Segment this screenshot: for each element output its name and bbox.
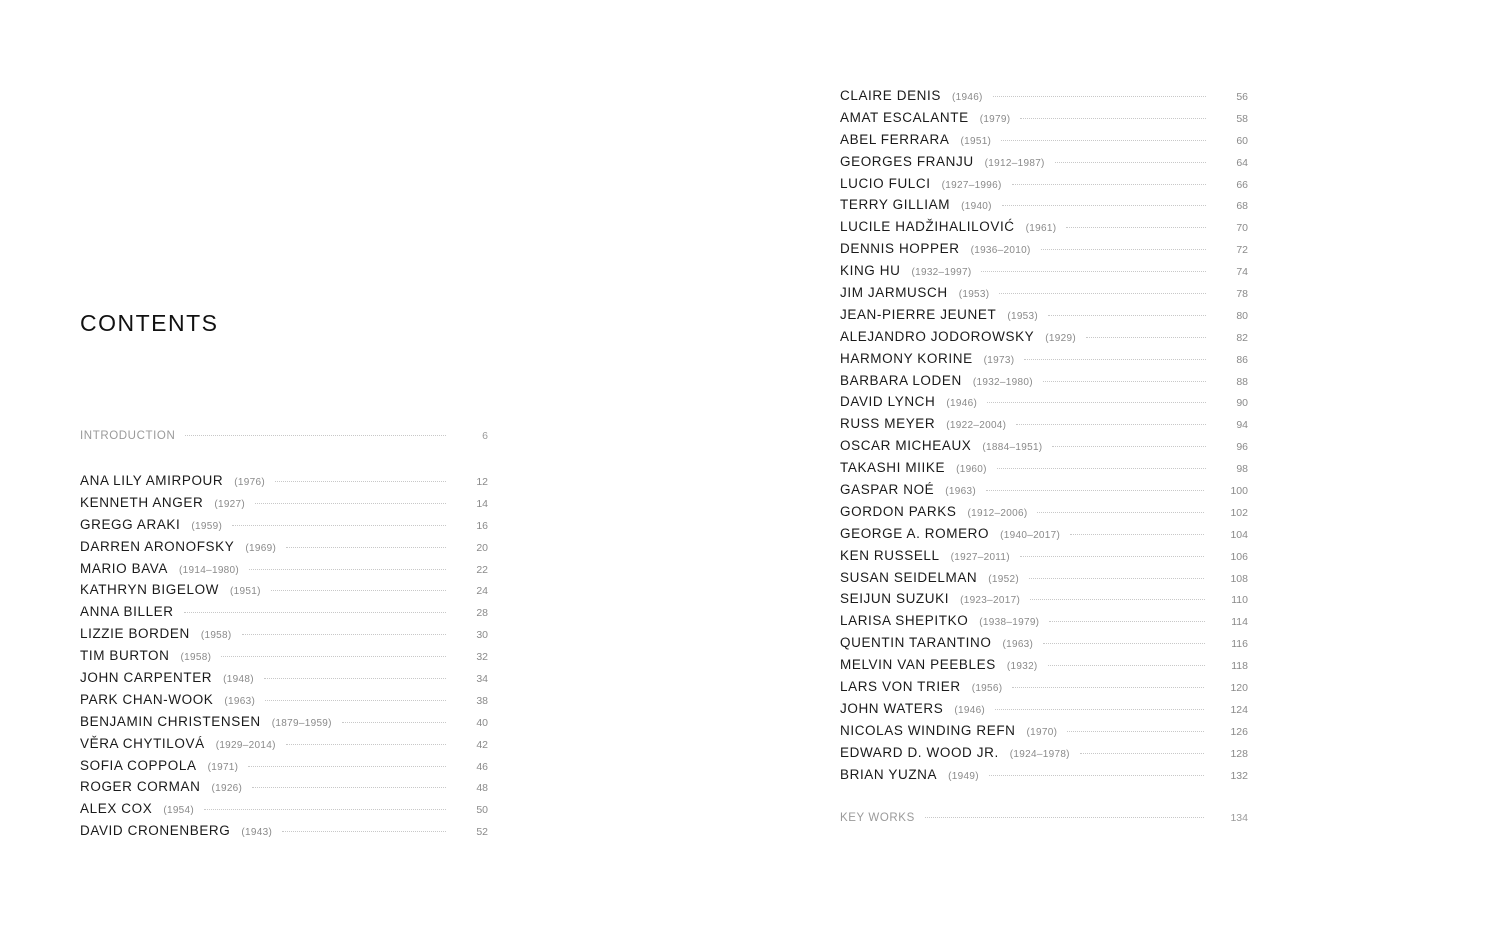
toc-entry-years: (1932) — [1006, 661, 1038, 673]
dot-leader — [275, 481, 446, 482]
toc-entry-years: (1951) — [230, 586, 261, 598]
toc-entry-name: DARREN ARONOFSKY — [80, 538, 235, 554]
toc-entry-page: 30 — [476, 629, 488, 642]
toc-entry — [840, 282, 1248, 304]
toc-entry-key-works — [840, 808, 1248, 830]
toc-entry — [840, 129, 1248, 151]
toc-entry-page: 20 — [476, 541, 488, 554]
dot-leader — [1020, 556, 1205, 557]
toc-entry-name: ANA LILY AMIRPOUR — [80, 473, 224, 488]
toc-entry-years: (1879–1959) — [271, 717, 332, 729]
toc-entry — [840, 457, 1248, 479]
toc-entry — [840, 720, 1248, 742]
toc-entry-page: 40 — [476, 716, 488, 729]
toc-entry — [80, 470, 488, 492]
toc-entry-years: (1912–2006) — [967, 507, 1028, 519]
toc-entry-page: 32 — [476, 651, 488, 664]
toc-entry-years: (1938–1979) — [979, 617, 1040, 629]
toc-entry — [840, 545, 1248, 567]
dot-leader — [342, 722, 446, 723]
toc-entry-years: (1963) — [1002, 639, 1034, 651]
toc-entry-name: SEIJUN SUZUKI — [840, 591, 950, 607]
toc-entry-page: 38 — [476, 694, 488, 707]
toc-entry — [80, 536, 488, 558]
toc-entry-name: RUSS MEYER — [840, 416, 936, 432]
toc-entry-name: KING HU — [840, 263, 901, 279]
toc-entry — [840, 479, 1248, 501]
toc-entry — [840, 698, 1248, 720]
dot-leader — [1020, 118, 1206, 119]
toc-entry-name: SOFIA COPPOLA — [80, 757, 197, 773]
toc-entry — [80, 820, 488, 842]
toc-entry-name: BARBARA LODEN — [840, 372, 962, 388]
dot-leader — [1049, 621, 1205, 622]
toc-entry — [840, 742, 1248, 764]
toc-entry-page: 66 — [1236, 178, 1248, 191]
toc-entry-years: (1946) — [954, 704, 986, 716]
toc-entry-years: (1954) — [163, 805, 195, 817]
dot-leader — [265, 700, 446, 701]
dot-leader — [255, 503, 446, 504]
toc-entry-years: (1961) — [1025, 223, 1057, 235]
toc-entry-name: OSCAR MICHEAUX — [840, 438, 972, 454]
toc-entry-page: 94 — [1236, 419, 1248, 432]
dot-leader — [1016, 424, 1206, 425]
toc-entry — [80, 733, 488, 755]
dot-leader — [986, 490, 1204, 491]
toc-entry-years: (1924–1978) — [1009, 748, 1070, 760]
dot-leader — [1024, 359, 1206, 360]
dot-leader — [1066, 227, 1206, 228]
dot-leader — [993, 96, 1206, 97]
dot-leader — [989, 775, 1205, 776]
toc-entry-name: GREGG ARAKI — [80, 516, 181, 532]
toc-entry-page: 86 — [1236, 353, 1248, 366]
toc-entry-name: SUSAN SEIDELMAN — [840, 569, 978, 585]
toc-list-right — [840, 85, 1248, 786]
toc-entry-page: 70 — [1236, 222, 1248, 235]
toc-entry — [840, 348, 1248, 370]
toc-entry-page: 24 — [476, 585, 488, 598]
dot-leader — [997, 468, 1206, 469]
toc-entry-page: 102 — [1230, 506, 1248, 519]
toc-entry-page: 50 — [476, 804, 488, 817]
toc-entry-years: (1963) — [945, 486, 976, 498]
toc-entry-years: (1943) — [241, 827, 273, 839]
dot-leader — [264, 678, 446, 679]
toc-entry-page: 78 — [1236, 288, 1248, 301]
toc-entry-page: 28 — [476, 607, 488, 620]
toc-entry-years: (1926) — [211, 783, 243, 795]
toc-entry — [840, 151, 1248, 173]
toc-entry-years: (1929–2014) — [215, 739, 276, 751]
toc-entry-name: LUCIO FULCI — [840, 175, 931, 191]
toc-list-left — [80, 470, 488, 842]
toc-entry-name: BENJAMIN CHRISTENSEN — [80, 713, 261, 729]
toc-entry-name: AMAT ESCALANTE — [840, 109, 969, 125]
toc-entry-years: (1960) — [956, 464, 987, 476]
toc-entry-name: ROGER CORMAN — [80, 779, 201, 795]
dot-leader — [1030, 599, 1205, 600]
toc-entry-page: 56 — [1236, 91, 1248, 103]
toc-entry-years: (1970) — [1026, 726, 1058, 738]
toc-entry-page: 108 — [1230, 572, 1248, 585]
toc-entry-name: DAVID CRONENBERG — [80, 823, 231, 839]
dot-leader — [221, 656, 446, 657]
toc-entry-name: MELVIN VAN PEEBLES — [840, 657, 996, 673]
toc-entry-page: 110 — [1231, 594, 1248, 607]
toc-entry-years: (1959) — [191, 520, 223, 532]
dot-leader — [1055, 162, 1206, 163]
toc-entry-name: JOHN CARPENTER — [80, 670, 213, 686]
dot-leader — [1037, 512, 1204, 513]
toc-entry-page: 52 — [476, 826, 488, 839]
toc-entry-name: KATHRYN BIGELOW — [80, 582, 220, 598]
toc-entry-years: (1927–2011) — [950, 551, 1010, 563]
dot-leader — [1048, 665, 1206, 666]
toc-entry-page: 126 — [1230, 725, 1248, 738]
right-page — [750, 0, 1500, 939]
toc-entry-years: (1956) — [971, 683, 1003, 695]
toc-entry-years: (1936–2010) — [970, 245, 1031, 257]
toc-entry — [80, 514, 488, 536]
dot-leader — [981, 271, 1206, 272]
dot-leader — [1012, 184, 1206, 185]
toc-entry-years: (1979) — [979, 113, 1011, 125]
dot-leader — [184, 612, 446, 613]
dot-leader — [248, 766, 446, 767]
dot-leader — [995, 709, 1204, 710]
toc-entry — [80, 711, 488, 733]
toc-entry-name: EDWARD D. WOOD JR. — [840, 744, 999, 760]
dot-leader — [1041, 249, 1206, 250]
dot-leader — [1029, 578, 1204, 579]
toc-entry — [80, 667, 488, 689]
toc-entry-name: TAKASHI MIIKE — [840, 460, 946, 476]
toc-entry-page: 74 — [1236, 266, 1248, 279]
toc-entry-page: 68 — [1236, 200, 1248, 213]
dot-leader — [1048, 315, 1206, 316]
toc-entry-years: (1976) — [234, 477, 265, 488]
toc-entry — [80, 579, 488, 601]
toc-entry-years: (1922–2004) — [946, 420, 1007, 432]
toc-entry-name: KEY WORKS — [840, 812, 915, 824]
toc-entry-years: (1946) — [951, 92, 983, 103]
toc-entry — [840, 326, 1248, 348]
toc-entry — [840, 107, 1248, 129]
toc-entry — [840, 260, 1248, 282]
toc-entry — [840, 501, 1248, 523]
dot-leader — [249, 569, 446, 570]
toc-entry-years: (1963) — [224, 695, 256, 707]
toc-entry-name: LARS VON TRIER — [840, 679, 961, 695]
toc-intro-list — [80, 426, 488, 448]
dot-leader — [1086, 337, 1206, 338]
dot-leader — [242, 634, 446, 635]
dot-leader — [1067, 731, 1204, 732]
dot-leader — [286, 547, 446, 548]
toc-entry — [840, 523, 1248, 545]
toc-entry-name: ABEL FERRARA — [840, 131, 950, 147]
dot-leader — [1043, 643, 1205, 644]
toc-entry — [840, 304, 1248, 326]
toc-entry-page: 6 — [482, 430, 488, 442]
toc-entry-page: 82 — [1236, 331, 1248, 344]
toc-entry-years: (1914–1980) — [179, 564, 240, 576]
toc-entry-name: GEORGE A. ROMERO — [840, 525, 990, 541]
toc-entry — [840, 567, 1248, 589]
toc-entry — [80, 601, 488, 623]
dot-leader — [1052, 446, 1206, 447]
toc-entry-years: (1973) — [983, 354, 1015, 366]
toc-entry-name: GASPAR NOÉ — [840, 482, 935, 498]
toc-entry-name: GEORGES FRANJU — [840, 153, 974, 169]
toc-entry-page: 124 — [1230, 703, 1248, 716]
dot-leader — [1043, 381, 1206, 382]
toc-entry — [840, 610, 1248, 632]
toc-entry-name: DENNIS HOPPER — [840, 241, 960, 257]
toc-entry-page: 114 — [1231, 616, 1248, 629]
toc-entry-name: INTRODUCTION — [80, 430, 176, 442]
toc-entry-page: 42 — [476, 738, 488, 751]
toc-entry-page: 58 — [1236, 112, 1248, 125]
toc-entry-page: 64 — [1236, 156, 1248, 169]
toc-entry — [80, 689, 488, 711]
toc-entry — [80, 776, 488, 798]
toc-entry-name: GORDON PARKS — [840, 503, 957, 519]
toc-entry — [80, 623, 488, 645]
toc-entry-name: JIM JARMUSCH — [840, 285, 948, 301]
dot-leader — [987, 402, 1206, 403]
toc-entry-page: 12 — [476, 476, 488, 488]
toc-entry-name: DAVID LYNCH — [840, 394, 936, 410]
toc-entry — [840, 238, 1248, 260]
toc-entry — [840, 413, 1248, 435]
toc-entry — [80, 558, 488, 580]
dot-leader — [286, 744, 446, 745]
toc-entry — [840, 764, 1248, 786]
toc-entry-years: (1912–1987) — [984, 157, 1045, 169]
toc-entry-years: (1958) — [180, 652, 212, 664]
toc-entry — [840, 676, 1248, 698]
toc-entry-page: 132 — [1230, 769, 1248, 782]
toc-entry-name: ANNA BILLER — [80, 604, 174, 620]
toc-entry-years: (1948) — [223, 674, 254, 686]
toc-entry-page: 60 — [1236, 134, 1248, 147]
toc-entry — [840, 173, 1248, 195]
toc-entry-name: LARISA SHEPITKO — [840, 613, 969, 629]
toc-entry-years: (1940–2017) — [1000, 529, 1061, 541]
dot-leader — [1002, 205, 1206, 206]
toc-entry-name: BRIAN YUZNA — [840, 766, 938, 782]
toc-entry-page: 80 — [1236, 309, 1248, 322]
toc-entry-name: VĚRA CHYTILOVÁ — [80, 735, 205, 751]
page-title: CONTENTS — [80, 310, 219, 336]
toc-entry — [840, 391, 1248, 413]
toc-entry-years: (1953) — [1007, 310, 1039, 322]
toc-entry-years: (1952) — [988, 573, 1020, 585]
toc-entry-name: KEN RUSSELL — [840, 547, 940, 563]
toc-entry-page: 14 — [476, 497, 488, 510]
toc-entry-name: MARIO BAVA — [80, 560, 169, 576]
toc-entry-years: (1951) — [960, 135, 992, 147]
toc-entry — [80, 798, 488, 820]
toc-entry-name: JEAN-PIERRE JEUNET — [840, 306, 997, 322]
toc-entry — [840, 588, 1248, 610]
toc-entry-page: 48 — [476, 782, 488, 795]
toc-entry-page: 128 — [1230, 747, 1248, 760]
dot-leader — [1080, 753, 1205, 754]
toc-entry-years: (1949) — [948, 770, 979, 782]
dot-leader — [1001, 140, 1206, 141]
toc-entry-page: 22 — [476, 563, 488, 576]
dot-leader — [252, 787, 446, 788]
toc-entry-page: 88 — [1236, 375, 1248, 388]
dot-leader — [925, 817, 1205, 818]
toc-entry-page: 134 — [1230, 812, 1248, 824]
toc-entry-page: 16 — [476, 519, 488, 532]
dot-leader — [999, 293, 1206, 294]
toc-entry-page: 100 — [1230, 485, 1248, 498]
dot-leader — [271, 590, 446, 591]
toc-entry-page: 34 — [476, 673, 488, 686]
toc-entry — [840, 632, 1248, 654]
dot-leader — [1012, 687, 1204, 688]
toc-entry-page: 104 — [1230, 528, 1248, 541]
toc-entry-years: (1929) — [1045, 332, 1076, 344]
toc-entry — [80, 645, 488, 667]
toc-entry-name: LIZZIE BORDEN — [80, 626, 190, 642]
toc-entry-name: TERRY GILLIAM — [840, 197, 951, 213]
dot-leader — [1070, 534, 1204, 535]
dot-leader — [204, 809, 446, 810]
toc-entry-name: CLAIRE DENIS — [840, 88, 941, 103]
toc-entry-name: ALEX COX — [80, 801, 153, 817]
toc-entry-years: (1969) — [245, 542, 277, 554]
toc-entry-years: (1940) — [961, 201, 992, 213]
toc-entry-introduction — [80, 426, 488, 448]
toc-entry-name: PARK CHAN-WOOK — [80, 691, 214, 707]
toc-entry-page: 116 — [1231, 638, 1248, 651]
toc-entry — [840, 435, 1248, 457]
toc-entry-page: 98 — [1236, 463, 1248, 476]
toc-entry-years: (1932–1997) — [911, 267, 972, 279]
toc-entry — [840, 654, 1248, 676]
toc-entry-name: QUENTIN TARANTINO — [840, 635, 992, 651]
toc-entry — [840, 85, 1248, 107]
toc-keyworks-list — [840, 808, 1248, 830]
dot-leader — [282, 831, 446, 832]
toc-entry-years: (1932–1980) — [972, 376, 1033, 388]
toc-entry-page: 90 — [1236, 397, 1248, 410]
toc-entry-page: 72 — [1236, 244, 1248, 257]
toc-entry-years: (1927–1996) — [941, 179, 1002, 191]
toc-entry — [80, 755, 488, 777]
toc-entry-page: 46 — [476, 760, 488, 773]
toc-entry-years: (1884–1951) — [982, 442, 1043, 454]
toc-entry-years: (1958) — [200, 630, 232, 642]
toc-entry-name: NICOLAS WINDING REFN — [840, 722, 1016, 738]
dot-leader — [232, 525, 446, 526]
toc-entry-name: LUCILE HADŽIHALILOVIĆ — [840, 219, 1015, 235]
toc-entry-page: 120 — [1230, 682, 1248, 695]
toc-entry-years: (1946) — [946, 398, 978, 410]
toc-entry-page: 96 — [1236, 441, 1248, 454]
toc-entry-years: (1923–2017) — [960, 595, 1021, 607]
toc-entry — [840, 216, 1248, 238]
toc-entry-page: 118 — [1231, 660, 1248, 673]
toc-entry-name: KENNETH ANGER — [80, 494, 204, 510]
toc-entry-name: TIM BURTON — [80, 648, 170, 664]
toc-entry-years: (1927) — [214, 498, 246, 510]
toc-entry-name: JOHN WATERS — [840, 700, 944, 716]
toc-entry — [840, 370, 1248, 392]
toc-entry — [80, 492, 488, 514]
toc-entry-years: (1971) — [207, 761, 239, 773]
toc-entry-name: HARMONY KORINE — [840, 350, 973, 366]
toc-entry — [840, 194, 1248, 216]
toc-entry-page: 106 — [1230, 550, 1248, 563]
toc-entry-name: ALEJANDRO JODOROWSKY — [840, 328, 1035, 344]
toc-entry-years: (1953) — [958, 289, 990, 301]
dot-leader — [185, 435, 446, 436]
